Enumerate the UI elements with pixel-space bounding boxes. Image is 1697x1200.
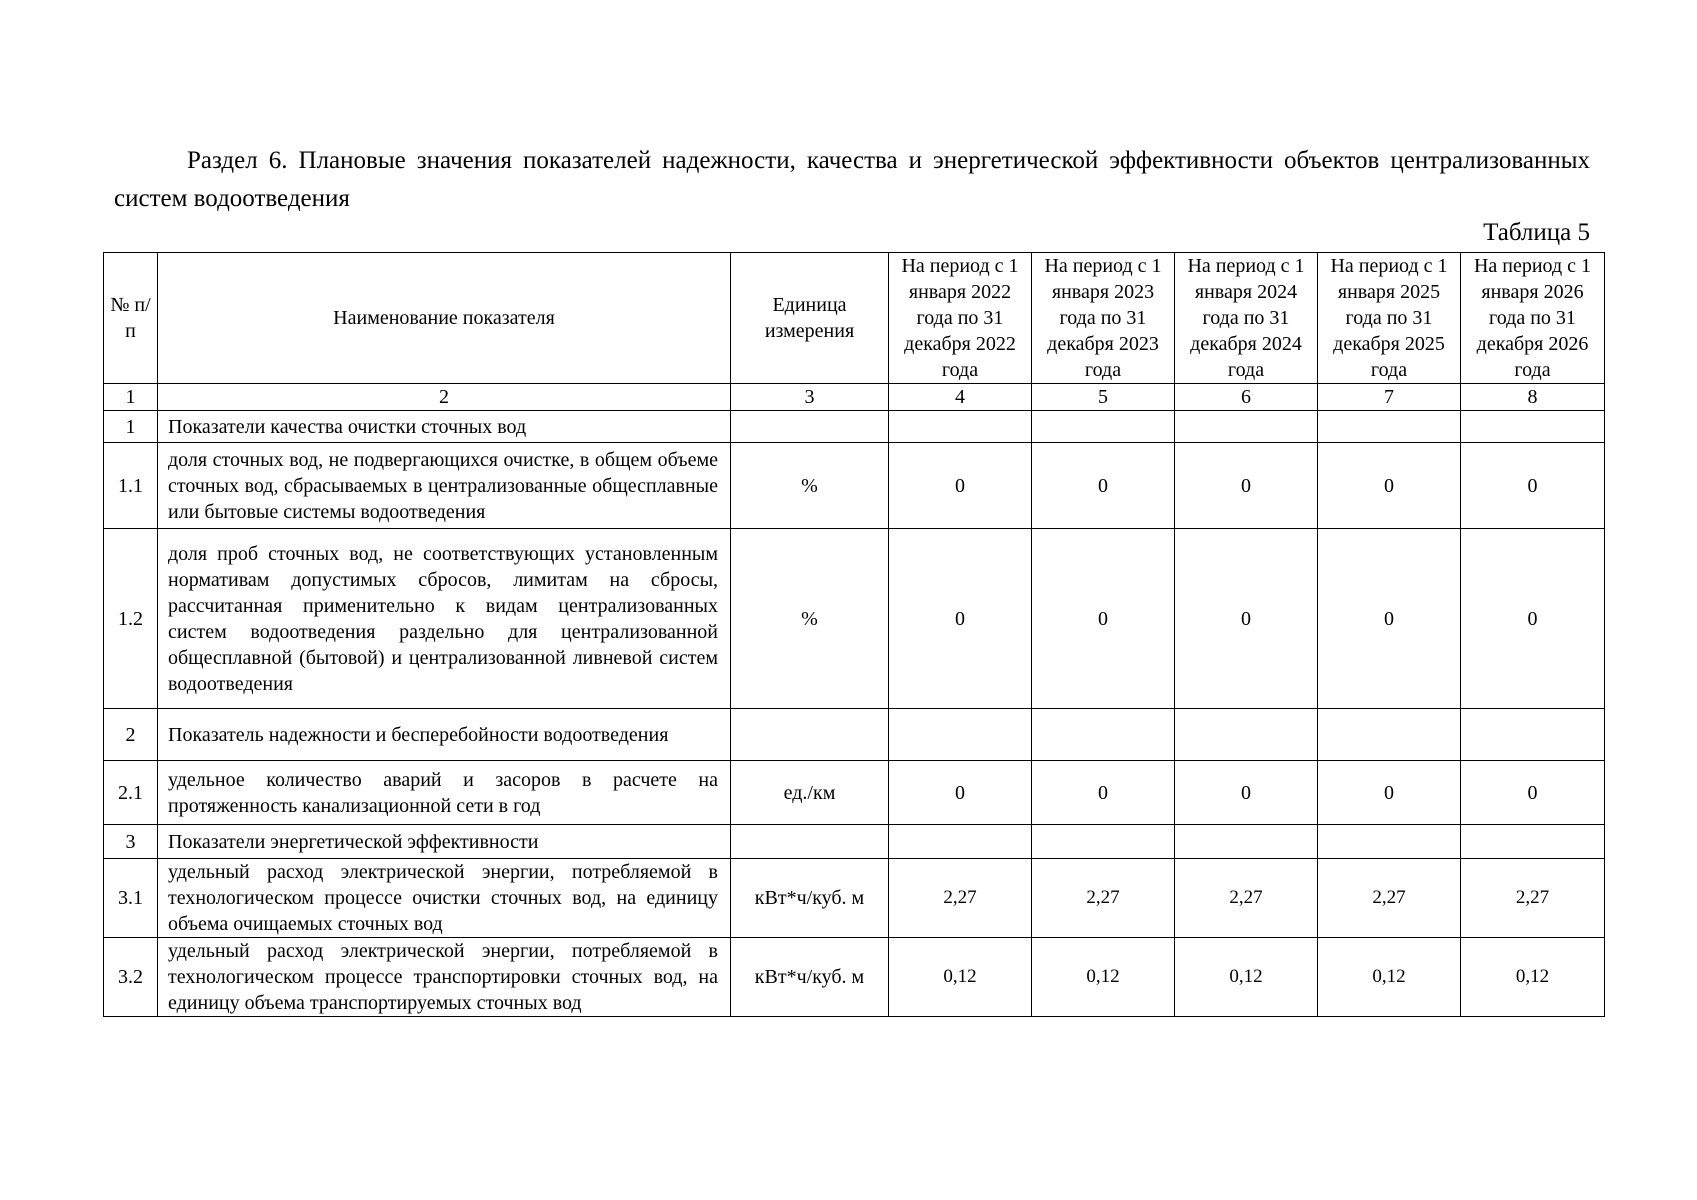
row-value: 0 bbox=[1032, 761, 1175, 825]
row-value: 0,12 bbox=[889, 938, 1032, 1017]
row-unit: % bbox=[731, 529, 889, 709]
row-value: 2,27 bbox=[1318, 859, 1461, 938]
row-unit: % bbox=[731, 443, 889, 529]
row-value: 0 bbox=[889, 761, 1032, 825]
table-row bbox=[104, 859, 1605, 938]
table-row bbox=[104, 938, 1605, 1017]
row-value: 0,12 bbox=[1032, 938, 1175, 1017]
row-value: 0,12 bbox=[1318, 938, 1461, 1017]
col-number: 4 bbox=[889, 384, 1032, 411]
empty-cell bbox=[1318, 411, 1461, 443]
table-label: Таблица 5 bbox=[1483, 219, 1590, 246]
row-name: удельный расход электрической энергии, потребляемой в технологическом процессе транспортировки сточных вод, на единицу объема транспортируемых сточных вод bbox=[158, 938, 731, 1017]
col-number: 3 bbox=[731, 384, 889, 411]
row-value: 0 bbox=[889, 443, 1032, 529]
table-row-section-2 bbox=[104, 709, 1605, 761]
row-value: 0 bbox=[889, 529, 1032, 709]
col-header-num: № п/п bbox=[104, 253, 158, 384]
empty-cell bbox=[731, 825, 889, 859]
row-value: 2,27 bbox=[1461, 859, 1605, 938]
row-name: доля проб сточных вод, не соответствующих установленным нормативам допустимых сбросов, лимитам на сбросы, рассчитанная применительно к видам централизованных систем водоотведения раздельно для централизованной общесплавной (бытовой) и централизованной ливневой систем водоотведения bbox=[158, 529, 731, 709]
col-header-period-2026: На период с 1 января 2026 года по 31 декабря 2026 года bbox=[1461, 253, 1605, 384]
row-name: Показатели качества очистки сточных вод bbox=[158, 411, 731, 443]
row-unit: кВт*ч/куб. м bbox=[731, 938, 889, 1017]
empty-cell bbox=[889, 411, 1032, 443]
row-num: 3.2 bbox=[104, 938, 158, 1017]
empty-cell bbox=[1461, 825, 1605, 859]
empty-cell bbox=[1175, 825, 1318, 859]
row-value: 0,12 bbox=[1461, 938, 1605, 1017]
row-unit: кВт*ч/куб. м bbox=[731, 859, 889, 938]
col-header-period-2024: На период с 1 января 2024 года по 31 декабря 2024 года bbox=[1175, 253, 1318, 384]
row-value: 2,27 bbox=[1175, 859, 1318, 938]
empty-cell bbox=[1175, 411, 1318, 443]
row-num: 3 bbox=[104, 825, 158, 859]
col-number: 8 bbox=[1461, 384, 1605, 411]
col-number: 5 bbox=[1032, 384, 1175, 411]
section-heading: Раздел 6. Плановые значения показателей надежности, качества и энергетической эффективности объектов централизованных систем водоотведения bbox=[114, 147, 1590, 212]
row-name: удельный расход электрической энергии, потребляемой в технологическом процессе очистки сточных вод, на единицу объема очищаемых сточных вод bbox=[158, 859, 731, 938]
row-value: 0 bbox=[1032, 443, 1175, 529]
row-value: 0 bbox=[1032, 529, 1175, 709]
row-value: 0 bbox=[1318, 443, 1461, 529]
row-value: 0 bbox=[1461, 761, 1605, 825]
empty-cell bbox=[731, 709, 889, 761]
empty-cell bbox=[889, 709, 1032, 761]
col-number: 2 bbox=[158, 384, 731, 411]
empty-cell bbox=[1175, 709, 1318, 761]
empty-cell bbox=[889, 825, 1032, 859]
column-number-row bbox=[104, 384, 1605, 411]
empty-cell bbox=[1032, 825, 1175, 859]
row-num: 1 bbox=[104, 411, 158, 443]
col-header-name: Наименование показателя bbox=[158, 253, 731, 384]
row-value: 0,12 bbox=[1175, 938, 1318, 1017]
empty-cell bbox=[1032, 709, 1175, 761]
row-num: 1.1 bbox=[104, 443, 158, 529]
row-num: 2.1 bbox=[104, 761, 158, 825]
col-header-unit: Единица измерения bbox=[731, 253, 889, 384]
row-value: 0 bbox=[1318, 529, 1461, 709]
row-name: Показатели энергетической эффективности bbox=[158, 825, 731, 859]
row-name: Показатель надежности и бесперебойности водоотведения bbox=[158, 709, 731, 761]
col-number: 7 bbox=[1318, 384, 1461, 411]
col-header-period-2025: На период с 1 января 2025 года по 31 декабря 2025 года bbox=[1318, 253, 1461, 384]
empty-cell bbox=[1032, 411, 1175, 443]
col-number: 1 bbox=[104, 384, 158, 411]
col-number: 6 bbox=[1175, 384, 1318, 411]
row-value: 2,27 bbox=[1032, 859, 1175, 938]
row-value: 0 bbox=[1175, 529, 1318, 709]
row-num: 3.1 bbox=[104, 859, 158, 938]
empty-cell bbox=[731, 411, 889, 443]
row-value: 0 bbox=[1461, 529, 1605, 709]
table-row bbox=[104, 529, 1605, 709]
row-unit: ед./км bbox=[731, 761, 889, 825]
table-row bbox=[104, 443, 1605, 529]
empty-cell bbox=[1461, 411, 1605, 443]
table-row-section-3 bbox=[104, 825, 1605, 859]
indicators-table bbox=[103, 252, 1605, 1017]
row-value: 0 bbox=[1175, 761, 1318, 825]
row-num: 2 bbox=[104, 709, 158, 761]
row-name: доля сточных вод, не подвергающихся очистке, в общем объеме сточных вод, сбрасываемых в централизованные общесплавные или бытовые системы водоотведения bbox=[158, 443, 731, 529]
col-header-period-2022: На период с 1 января 2022 года по 31 декабря 2022 года bbox=[889, 253, 1032, 384]
table-row-section-1 bbox=[104, 411, 1605, 443]
header-row bbox=[104, 253, 1605, 384]
table-row bbox=[104, 761, 1605, 825]
row-name: удельное количество аварий и засоров в расчете на протяженность канализационной сети в год bbox=[158, 761, 731, 825]
empty-cell bbox=[1318, 709, 1461, 761]
empty-cell bbox=[1318, 825, 1461, 859]
row-num: 1.2 bbox=[104, 529, 158, 709]
row-value: 0 bbox=[1318, 761, 1461, 825]
row-value: 2,27 bbox=[889, 859, 1032, 938]
row-value: 0 bbox=[1461, 443, 1605, 529]
col-header-period-2023: На период с 1 января 2023 года по 31 декабря 2023 года bbox=[1032, 253, 1175, 384]
empty-cell bbox=[1461, 709, 1605, 761]
row-value: 0 bbox=[1175, 443, 1318, 529]
